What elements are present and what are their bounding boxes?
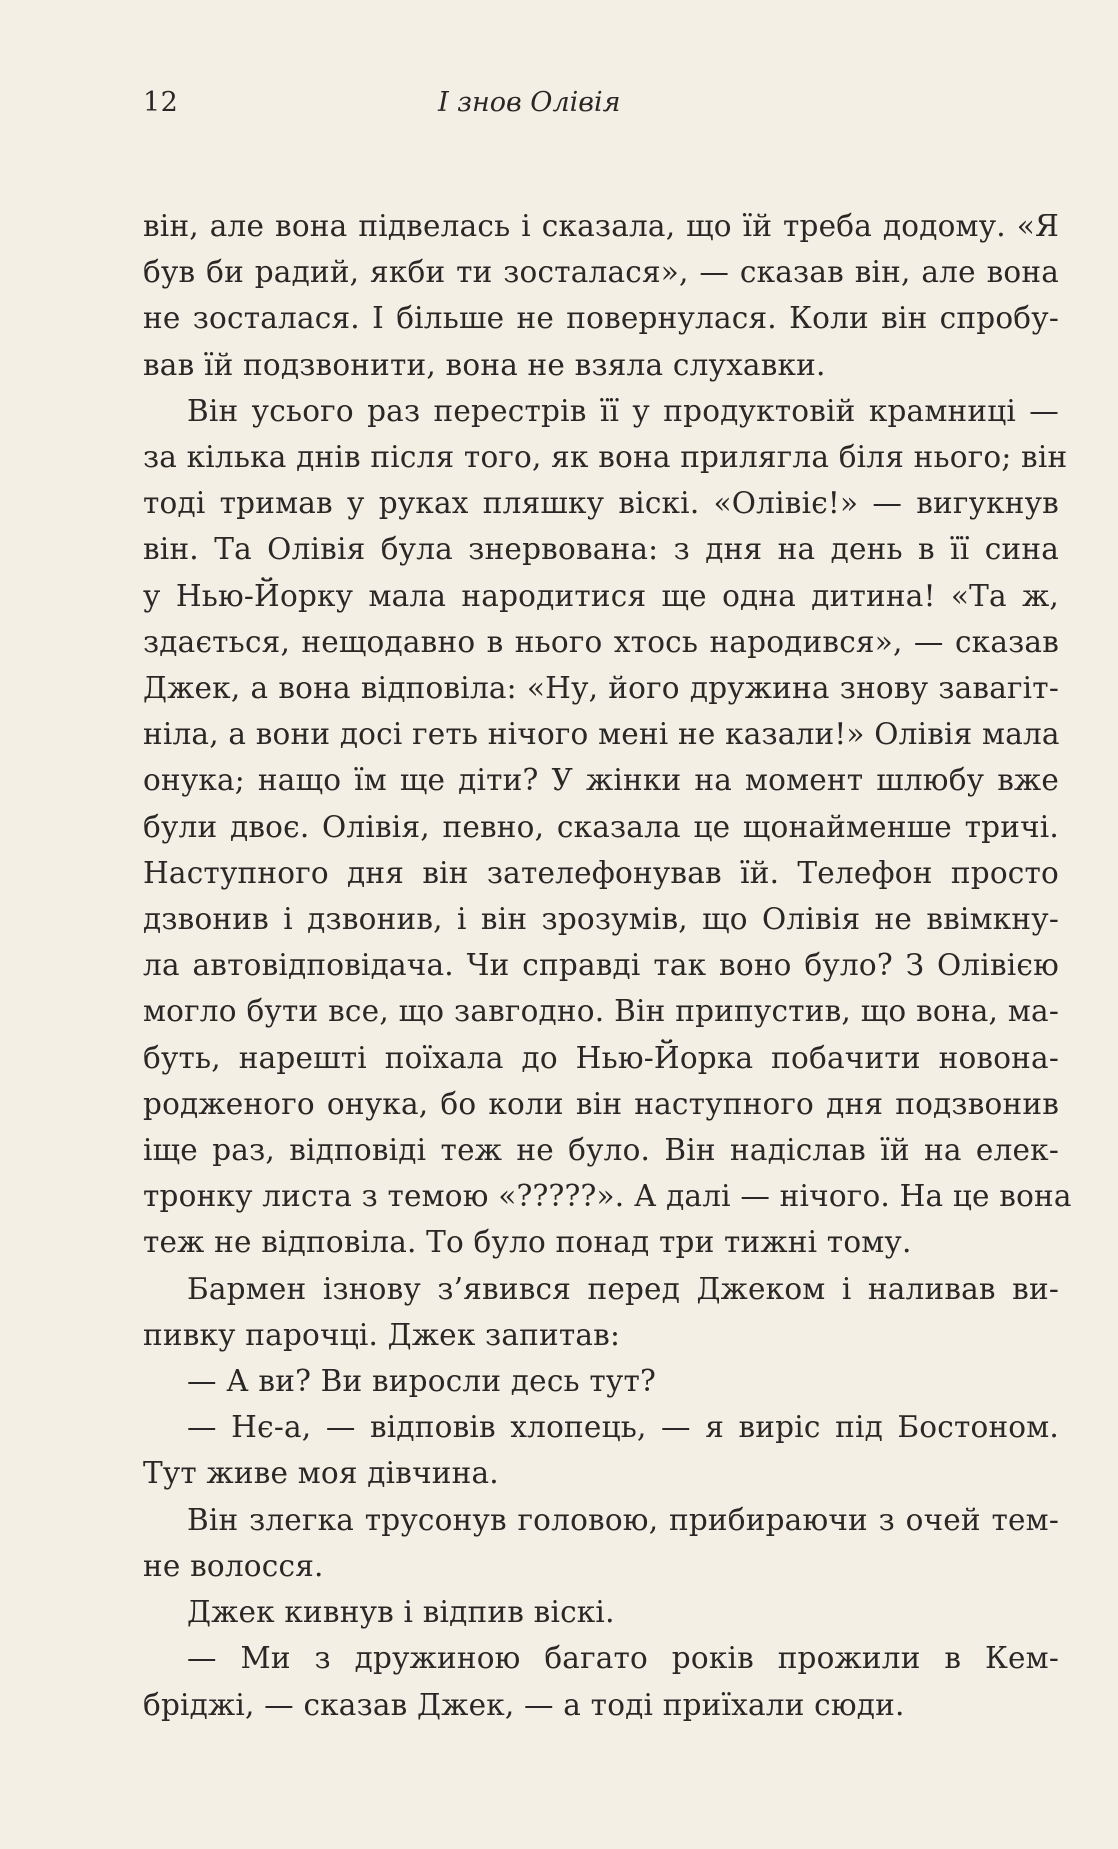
text-line: онука; нащо їм ще діти? У жінки на момент шлюбу вже <box>143 763 1059 798</box>
text-line: він, але вона підвелась і сказала, що їй треба додому. «Я <box>143 209 1059 243</box>
text-line: він. Та Олівія була знервована: з дня на день в її сина <box>143 532 1059 567</box>
paragraph <box>143 1589 1059 1635</box>
text-line: ла автовідповідача. Чи справді так воно було? З Олівією <box>143 948 1059 983</box>
paragraph <box>143 1358 1059 1404</box>
text-line: Він злегка трусонув головою, прибираючи з очей тем- <box>187 1502 1059 1537</box>
paragraph <box>143 1404 1059 1496</box>
text-line: теж не відповіла. То було понад три тижні тому. <box>143 1225 912 1260</box>
text-line: Бармен ізнову з’явився перед Джеком і наливав ви- <box>187 1271 1059 1306</box>
text-line: за кілька днів після того, як вона прилягла біля нього; він <box>143 440 1068 475</box>
text-line: вав їй подзвонити, вона не взяла слухавки. <box>143 347 826 382</box>
page-number: 12 <box>143 87 179 118</box>
text-line: у Нью-Йорку мала народитися ще одна дитина! «Та ж, <box>143 578 1059 613</box>
paragraph <box>143 1266 1059 1358</box>
text-line: — Нє-а, — відповів хлопець, — я виріс під Бостоном. <box>187 1410 1059 1445</box>
paragraph <box>143 1497 1059 1589</box>
text-line: тоді тримав у руках пляшку віскі. «Олівіє!» — вигукнув <box>143 486 1059 521</box>
text-line: Він усього раз перестрів її у продуктовій крамниці — <box>187 393 1059 428</box>
text-line: родженого онука, бо коли він наступного дня подзвонив <box>143 1086 1059 1121</box>
text-line: не зосталася. І більше не повернулася. Коли він спробу- <box>143 301 1059 336</box>
text-line: були двоє. Олівія, певно, сказала це щонайменше тричі. <box>143 809 1059 844</box>
text-line: — Ми з дружиною багато років прожили в Кем- <box>187 1641 1059 1676</box>
paragraph <box>143 388 1072 1266</box>
paragraph <box>143 1635 1059 1727</box>
text-line: не волосся. <box>143 1548 324 1583</box>
text-line: тронку листа з темою «?????». А далі — нічого. На це вона <box>143 1179 1072 1214</box>
text-line: Тут живе моя дівчина. <box>143 1456 499 1491</box>
text-line: бріджі, — сказав Джек, — а тоді приїхали сюди. <box>143 1687 905 1722</box>
text-line: Джек, а вона відповіла: «Ну, його дружина знову завагіт- <box>143 671 1059 706</box>
text-line: здається, нещодавно в нього хтось народився», — сказав <box>143 624 1059 659</box>
text-line: буть, нарешті поїхала до Нью-Йорка побачити новона- <box>143 1040 1059 1075</box>
text-line: іще раз, відповіді теж не було. Він надіслав їй на елек- <box>143 1133 1059 1168</box>
running-title: І знов Олівія <box>438 87 621 118</box>
text-line: пивку парочці. Джек запитав: <box>143 1317 621 1352</box>
text-line: — А ви? Ви виросли десь тут? <box>187 1364 656 1399</box>
text-line: ніла, а вони досі геть нічого мені не казали!» Олівія мала <box>143 717 1060 752</box>
text-line: Джек кивнув і відпив віскі. <box>187 1595 615 1630</box>
text-line: дзвонив і дзвонив, і він зрозумів, що Олівія не ввімкну- <box>143 902 1059 937</box>
paragraph <box>143 203 1059 388</box>
text-line: Наступного дня він зателефонував їй. Телефон просто <box>143 855 1059 890</box>
body-text <box>143 203 1072 1728</box>
text-line: могло бути все, що завгодно. Він припустив, що вона, ма- <box>143 994 1059 1029</box>
text-line: був би радий, якби ти зосталася», — сказав він, але вона <box>143 255 1059 290</box>
